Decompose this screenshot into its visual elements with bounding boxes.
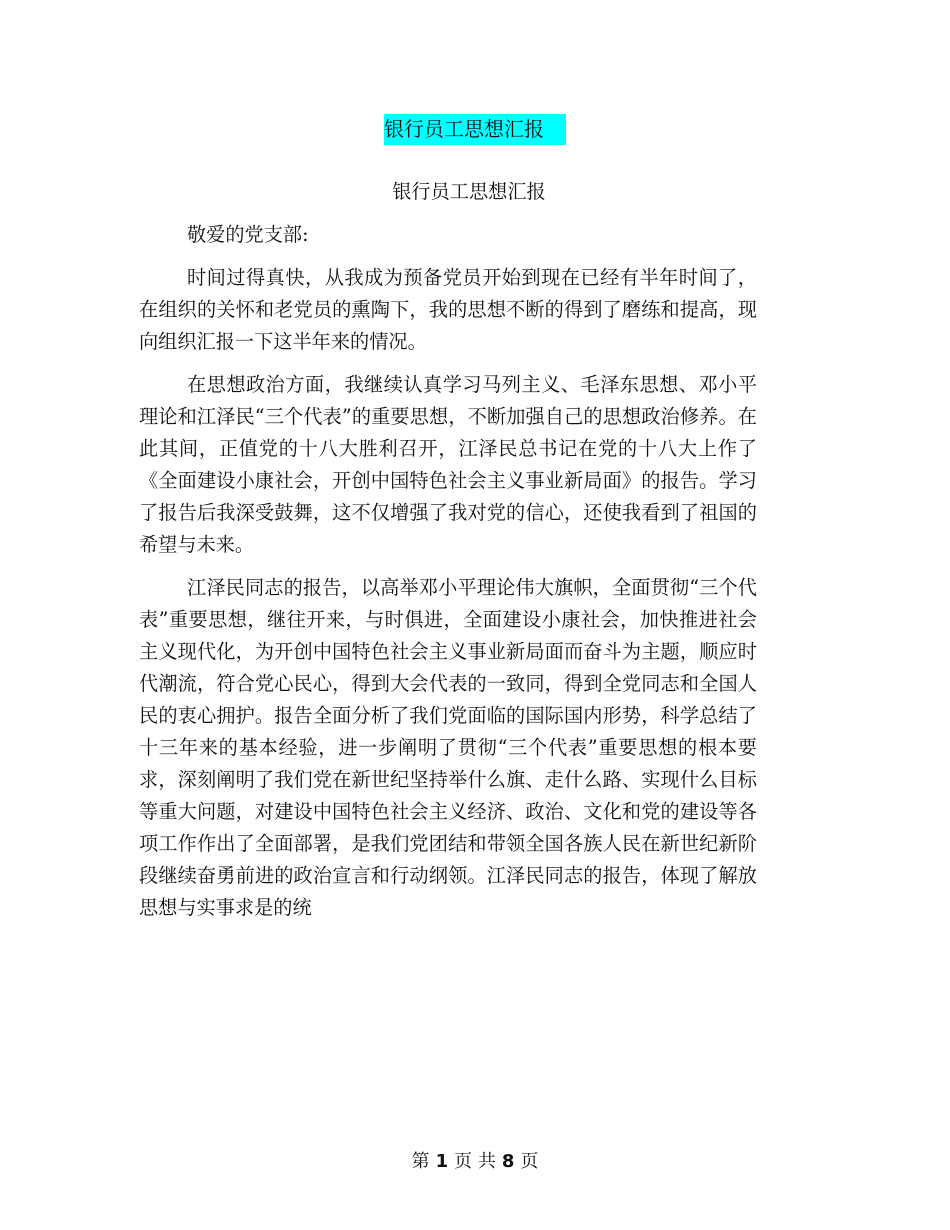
paragraph-2: 在思想政治方面，我继续认真学习马列主义、毛泽东思想、邓小平理论和江泽民“三个代表”的重要思想，不断加强自己的思想政治修养。在此其间，正值党的十八大胜利召开，江泽民总书记在党的十八大上作了《全面建设小康社会，开创中国特色社会主义事业新局面》的报告。学习了报告后我深受鼓舞，这不仅增强了我对党的信心，还使我看到了祖国的希望与未来。 bbox=[139, 373, 757, 556]
salutation: 敬爱的党支部: bbox=[187, 223, 309, 246]
current-page-number: 1 bbox=[435, 1151, 449, 1172]
footer-suffix: 页 bbox=[520, 1151, 539, 1172]
footer-prefix: 第 bbox=[411, 1151, 430, 1172]
document-title: 银行员工思想汇报 bbox=[384, 114, 566, 145]
paragraph-1: 时间过得真快，从我成为预备党员开始到现在已经有半年时间了，在组织的关怀和老党员的熏陶下，我的思想不断的得到了磨练和提高，现向组织汇报一下这半年来的情况。 bbox=[139, 266, 757, 353]
document-subtitle: 银行员工思想汇报 bbox=[392, 180, 546, 203]
document-body bbox=[139, 176, 757, 924]
footer-middle: 页 共 bbox=[454, 1151, 496, 1172]
page-footer bbox=[0, 1150, 950, 1174]
title-wrapper bbox=[0, 114, 950, 145]
total-page-number: 8 bbox=[501, 1151, 515, 1172]
paragraph-3: 江泽民同志的报告，以高举邓小平理论伟大旗帜，全面贯彻“三个代表”重要思想，继往开来，与时俱进，全面建设小康社会，加快推进社会主义现代化，为开创中国特色社会主义事业新局面而奋斗为主题，顺应时代潮流，符合党心民心，得到大会代表的一致同，得到全党同志和全国人民的衷心拥护。报告全面分析了我们党面临的国际国内形势，科学总结了十三年来的基本经验，进一步阐明了贯彻“三个代表”重要思想的根本要求，深刻阐明了我们党在新世纪坚持举什么旗、走什么路、实现什么目标等重大问题，对建设中国特色社会主义经济、政治、文化和党的建设等各项工作作出了全面部署，是我们党团结和带领全国各族人民在新世纪新阶段继续奋勇前进的政治宣言和行动纲领。江泽民同志的报告，体现了解放思想与实事求是的统 bbox=[139, 576, 757, 919]
